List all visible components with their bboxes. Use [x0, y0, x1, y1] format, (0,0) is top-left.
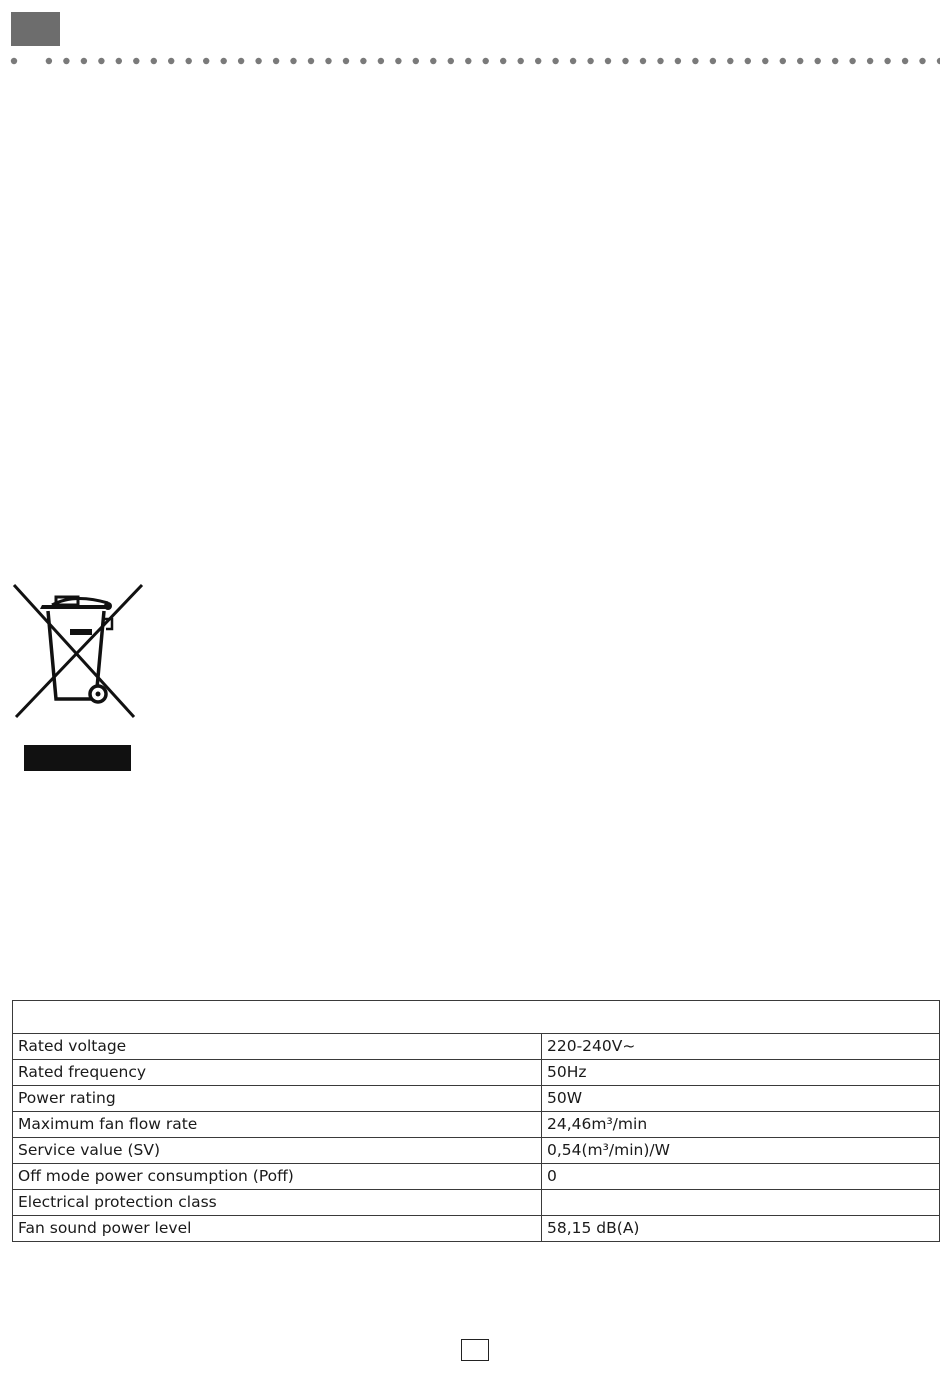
separator-dot [63, 58, 69, 64]
dotted-separator [10, 57, 940, 65]
separator-dot [413, 58, 419, 64]
separator-dot [325, 58, 331, 64]
separator-dot [395, 58, 401, 64]
separator-dot [238, 58, 244, 64]
separator-dot [710, 58, 716, 64]
separator-dot [605, 58, 611, 64]
spec-label: Fan sound power level [13, 1216, 542, 1242]
spec-value: 24,46m³/min [542, 1112, 940, 1138]
spec-value: 58,15 dB(A) [542, 1216, 940, 1242]
spec-value: 50Hz [542, 1060, 940, 1086]
spec-label: Power rating [13, 1086, 542, 1112]
separator-dot [518, 58, 524, 64]
separator-dot [500, 58, 506, 64]
separator-dot [780, 58, 786, 64]
separator-dot [203, 58, 209, 64]
separator-dot [11, 58, 17, 64]
separator-dot [535, 58, 541, 64]
separator-dot [622, 58, 628, 64]
separator-dot [46, 58, 52, 64]
page-number-box [461, 1339, 489, 1361]
separator-dot [221, 58, 227, 64]
table-row [13, 1190, 940, 1216]
separator-dot [360, 58, 366, 64]
separator-dot [692, 58, 698, 64]
separator-dot [640, 58, 646, 64]
separator-dot [186, 58, 192, 64]
separator-dot [849, 58, 855, 64]
spec-value: 0,54(m³/min)/W [542, 1138, 940, 1164]
spec-value: 0 [542, 1164, 940, 1190]
spec-value: 220-240V~ [542, 1034, 940, 1060]
separator-dot [116, 58, 122, 64]
separator-dot [727, 58, 733, 64]
separator-dot [308, 58, 314, 64]
separator-dot [570, 58, 576, 64]
spec-label: Service value (SV) [13, 1138, 542, 1164]
spec-label: Maximum fan flow rate [13, 1112, 542, 1138]
table-row [13, 1086, 940, 1112]
separator-dot [290, 58, 296, 64]
separator-dot [552, 58, 558, 64]
page-tab-marker [11, 12, 60, 46]
table-header-cell [13, 1001, 940, 1034]
separator-dot [378, 58, 384, 64]
separator-dot [343, 58, 349, 64]
separator-dot [430, 58, 436, 64]
table-row [13, 1164, 940, 1190]
specifications-table [12, 1000, 940, 1242]
separator-dot [81, 58, 87, 64]
separator-dot [151, 58, 157, 64]
spec-label: Off mode power consumption (Poff) [13, 1164, 542, 1190]
separator-dot [815, 58, 821, 64]
crossed-out-wheelie-bin-icon [12, 583, 144, 719]
weee-black-bar [24, 745, 131, 771]
separator-dot [919, 58, 925, 64]
spec-label: Electrical protection class [13, 1190, 542, 1216]
separator-dot [745, 58, 751, 64]
separator-dot [98, 58, 104, 64]
table-row [13, 1138, 940, 1164]
separator-dot [797, 58, 803, 64]
separator-dot [657, 58, 663, 64]
table-row [13, 1034, 940, 1060]
separator-dot [133, 58, 139, 64]
separator-dot [884, 58, 890, 64]
separator-dot [273, 58, 279, 64]
separator-dot [255, 58, 261, 64]
separator-dot [867, 58, 873, 64]
spec-value: 50W [542, 1086, 940, 1112]
separator-dot [902, 58, 908, 64]
spec-label: Rated frequency [13, 1060, 542, 1086]
table-row [13, 1216, 940, 1242]
separator-dot [937, 58, 940, 64]
separator-dot [832, 58, 838, 64]
table-row [13, 1112, 940, 1138]
separator-dot [587, 58, 593, 64]
spec-label: Rated voltage [13, 1034, 542, 1060]
separator-dot [465, 58, 471, 64]
spec-value [542, 1190, 940, 1216]
separator-dot [675, 58, 681, 64]
table-header-row [13, 1001, 940, 1034]
table-row [13, 1060, 940, 1086]
separator-dot [448, 58, 454, 64]
separator-dot [483, 58, 489, 64]
separator-dot [168, 58, 174, 64]
separator-dot [762, 58, 768, 64]
